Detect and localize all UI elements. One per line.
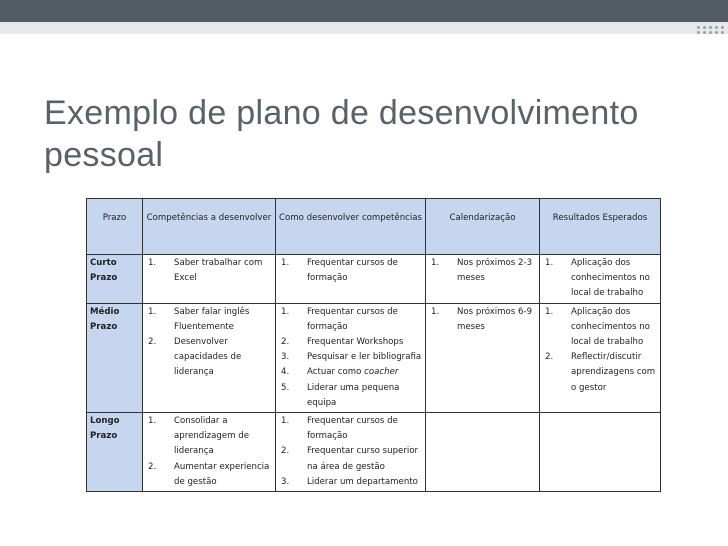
list-text: Aplicação dos conhecimentos no local de trabalho xyxy=(571,306,650,348)
list-item xyxy=(278,414,423,444)
list-item xyxy=(278,365,423,380)
list-item xyxy=(145,256,273,286)
resultados-cell xyxy=(540,303,661,412)
table-header-row xyxy=(87,199,661,255)
resultados-cell xyxy=(540,413,661,492)
list-text: Liderar um departamento xyxy=(307,476,418,487)
list-number: 2. xyxy=(281,337,290,348)
prazo-cell: Curto Prazo xyxy=(87,255,143,304)
list-text: Liderar uma pequena equipa xyxy=(307,382,400,408)
header-competencias: Competências a desenvolver xyxy=(143,199,276,255)
list-text: Frequentar cursos de formação xyxy=(307,306,398,332)
list-text: Pesquisar e ler bibliografia xyxy=(307,352,422,363)
list-text: Frequentar cursos de formação xyxy=(307,416,398,442)
list-text: Consolidar a aprendizagem de liderança xyxy=(174,416,250,457)
list-text: Nos próximos 2-3 meses xyxy=(457,258,533,284)
competencias-list xyxy=(145,414,273,490)
table-row-longo xyxy=(87,413,661,492)
list-number: 3. xyxy=(281,476,290,487)
list-number: 4. xyxy=(281,367,290,378)
header-como-desenvolver: Como desenvolver competências xyxy=(276,199,426,255)
list-item xyxy=(542,256,658,302)
resultados-cell xyxy=(540,255,661,304)
list-item xyxy=(278,305,423,335)
list-text: Saber trabalhar com Excel xyxy=(174,258,263,284)
resultados-list xyxy=(542,305,658,396)
list-number: 1. xyxy=(281,306,290,317)
header-prazo: Prazo xyxy=(87,199,143,255)
header-band xyxy=(0,22,728,34)
calendarizacao-cell xyxy=(426,413,540,492)
list-number: 1. xyxy=(431,258,440,268)
header-calendarizacao: Calendarização xyxy=(426,199,540,255)
list-item xyxy=(145,414,273,460)
calendarizacao-list xyxy=(428,305,537,335)
list-number: 2. xyxy=(148,461,157,472)
calendarizacao-cell xyxy=(426,303,540,412)
competencias-list xyxy=(145,305,273,381)
list-item xyxy=(278,444,423,474)
table-row-medio xyxy=(87,303,661,412)
list-item xyxy=(428,305,537,335)
resultados-list xyxy=(542,256,658,302)
competencias-cell xyxy=(143,303,276,412)
list-item xyxy=(278,350,423,365)
list-item xyxy=(145,335,273,381)
header-resultados: Resultados Esperados xyxy=(540,199,661,255)
list-text: Frequentar Workshops xyxy=(307,337,404,348)
como-cell xyxy=(276,255,426,304)
list-text: Reflectir/discutir aprendizagens com o gestor xyxy=(571,352,656,393)
list-number: 2. xyxy=(281,446,290,457)
list-number: 5. xyxy=(281,382,290,393)
list-item xyxy=(145,305,273,335)
calendarizacao-cell xyxy=(426,255,540,304)
como-list xyxy=(278,305,423,411)
list-item xyxy=(278,335,423,350)
list-item xyxy=(428,256,537,286)
competencias-cell xyxy=(143,413,276,492)
list-text: Frequentar cursos de formação xyxy=(307,258,398,284)
decorative-dots xyxy=(697,26,725,34)
list-text: Nos próximos 6-9 meses xyxy=(457,306,533,332)
list-text: Frequentar curso superior na área de gestão xyxy=(307,446,419,472)
list-number: 1. xyxy=(148,416,157,427)
list-number: 3. xyxy=(281,352,290,363)
list-number: 1. xyxy=(281,258,290,268)
competencias-list xyxy=(145,256,273,286)
top-bar xyxy=(0,0,728,22)
prazo-cell: Longo Prazo xyxy=(87,413,143,492)
list-text: Aumentar experiencia de gestão xyxy=(174,461,270,487)
development-plan-table xyxy=(86,198,661,492)
list-item xyxy=(278,256,423,286)
list-number: 1. xyxy=(545,258,554,268)
competencias-cell xyxy=(143,255,276,304)
list-item xyxy=(145,460,273,490)
list-item xyxy=(542,305,658,351)
list-text: Aplicação dos conhecimentos no local de trabalho xyxy=(571,258,650,299)
como-list xyxy=(278,414,423,490)
como-list xyxy=(278,256,423,286)
list-text: Saber falar inglês Fluentemente xyxy=(174,306,250,332)
list-number: 1. xyxy=(148,306,157,317)
list-number: 1. xyxy=(431,306,440,317)
como-cell xyxy=(276,303,426,412)
list-item xyxy=(278,475,423,490)
calendarizacao-list xyxy=(428,256,537,286)
prazo-cell: Médio Prazo xyxy=(87,303,143,412)
list-number: 1. xyxy=(148,258,157,268)
slide-title: Exemplo de plano de desenvolvimento pessoal xyxy=(44,94,639,174)
list-number: 1. xyxy=(545,306,554,317)
table-row-curto xyxy=(87,255,661,304)
como-cell xyxy=(276,413,426,492)
list-number: 2. xyxy=(545,352,554,363)
list-text: Desenvolver capacidades de liderança xyxy=(174,337,242,378)
list-item xyxy=(542,350,658,396)
list-text: Actuar como coacher xyxy=(307,367,399,378)
list-item xyxy=(278,381,423,411)
list-number: 2. xyxy=(148,337,157,348)
list-number: 1. xyxy=(281,416,290,427)
